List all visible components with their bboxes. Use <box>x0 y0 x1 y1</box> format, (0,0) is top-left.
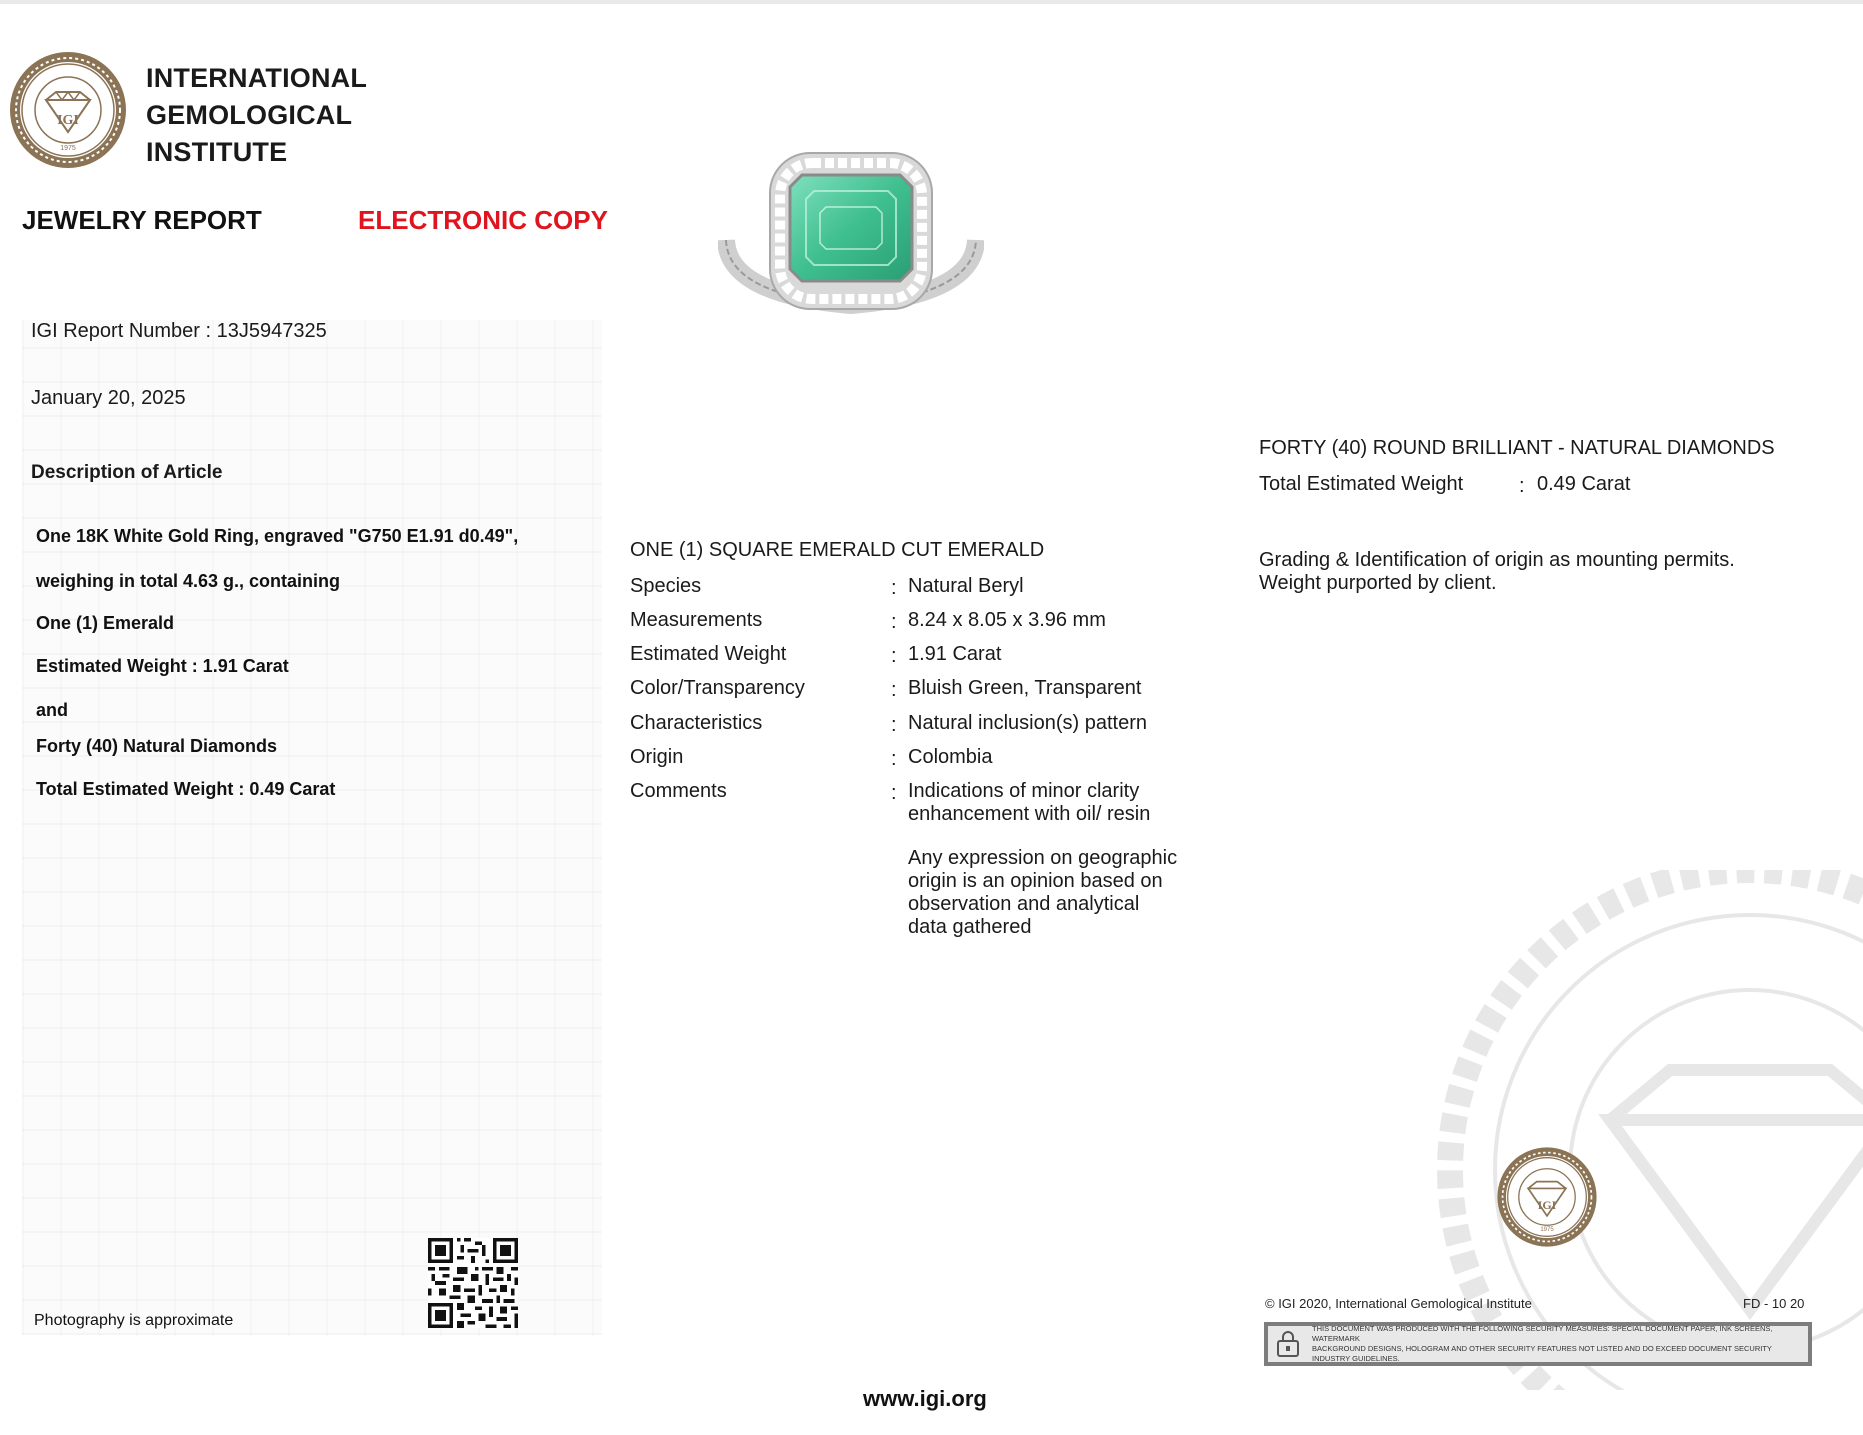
org-name <box>146 60 367 171</box>
description-line-6: Forty (40) Natural Diamonds <box>36 736 278 756</box>
emerald-row-value-characteristics: Natural inclusion(s) pattern <box>908 712 1147 734</box>
igi-seal-small <box>1494 1144 1600 1250</box>
form-code: FD - 10 20 <box>1743 1296 1805 1311</box>
emerald-row-colon: : <box>891 645 897 667</box>
lock-icon <box>1276 1330 1300 1358</box>
org-name-line-1: INTERNATIONAL <box>146 63 368 93</box>
diamonds-heading: FORTY (40) ROUND BRILLIANT - NATURAL DIAMONDS <box>1259 437 1775 459</box>
svg-text:IGI: IGI <box>1537 1197 1557 1212</box>
emerald-row-colon: : <box>891 782 897 804</box>
description-line-5: and <box>36 700 69 720</box>
emerald-row-value-origin: Colombia <box>908 746 993 768</box>
svg-text:1975: 1975 <box>60 145 76 152</box>
origin-note-line-4: data gathered <box>908 916 1032 938</box>
emerald-row-value-color: Bluish Green, Transparent <box>908 677 1142 699</box>
website-link[interactable]: www.igi.org <box>863 1386 987 1411</box>
origin-note <box>908 847 1177 939</box>
org-name-line-3: INSTITUTE <box>146 137 288 167</box>
security-notice-inner <box>1268 1326 1808 1362</box>
report-number: IGI Report Number : 13J5947325 <box>31 320 327 342</box>
emerald-row-colon: : <box>891 611 897 633</box>
comments-line-1: Indications of minor clarity <box>908 780 1140 802</box>
origin-note-line-2: origin is an opinion based on <box>908 870 1163 892</box>
diamonds-note-line-2: Weight purported by client. <box>1259 572 1497 594</box>
emerald-row-value-comments <box>908 780 1150 826</box>
emerald-row-label-species: Species <box>630 575 702 597</box>
diamonds-note-line-1: Grading & Identification of origin as mounting permits. <box>1259 549 1735 571</box>
diamonds-weight-label: Total Estimated Weight <box>1259 473 1464 495</box>
emerald-row-colon: : <box>891 714 897 736</box>
emerald-row-label-color: Color/Transparency <box>630 677 805 699</box>
origin-note-line-3: observation and analytical <box>908 893 1140 915</box>
security-notice-box <box>1264 1322 1812 1366</box>
emerald-row-value-species: Natural Beryl <box>908 575 1024 597</box>
description-line-7: Total Estimated Weight : 0.49 Carat <box>36 779 336 799</box>
emerald-heading: ONE (1) SQUARE EMERALD CUT EMERALD <box>630 539 1045 561</box>
security-line-1: THIS DOCUMENT WAS PRODUCED WITH THE FOLLOWING SECURITY MEASURES: SPECIAL DOCUMENT PAPER, INK SCREENS, WATERMARK <box>1312 1324 1773 1343</box>
description-line-1: One 18K White Gold Ring, engraved "G750 E1.91 d0.49", <box>36 526 519 546</box>
ring-photo <box>718 145 984 317</box>
emerald-row-label-comments: Comments <box>630 780 727 802</box>
svg-text:1975: 1975 <box>1540 1227 1554 1234</box>
emerald-row-label-characteristics: Characteristics <box>630 712 763 734</box>
report-title: JEWELRY REPORT <box>22 205 262 235</box>
security-line-2: BACKGROUND DESIGNS, HOLOGRAM AND OTHER SECURITY FEATURES NOT LISTED AND DO EXCEED DOCUMENT SECURITY INDUSTRY GUIDELINES. <box>1312 1344 1772 1363</box>
diamonds-weight-colon: : <box>1519 475 1525 497</box>
copyright: © IGI 2020, International Gemological Institute <box>1265 1296 1532 1311</box>
background-seal-watermark <box>1430 870 1863 1390</box>
emerald-row-colon: : <box>891 679 897 701</box>
emerald-row-label-origin: Origin <box>630 746 684 768</box>
emerald-row-label-weight: Estimated Weight <box>630 643 787 665</box>
qr-code[interactable] <box>428 1238 518 1328</box>
comments-line-2: enhancement with oil/ resin <box>908 803 1151 825</box>
description-heading: Description of Article <box>31 462 223 483</box>
org-name-line-2: GEMOLOGICAL <box>146 100 353 130</box>
emerald-row-colon: : <box>891 577 897 599</box>
emerald-row-value-measurements: 8.24 x 8.05 x 3.96 mm <box>908 609 1106 631</box>
report-date: January 20, 2025 <box>31 387 186 409</box>
description-line-3: One (1) Emerald <box>36 613 175 633</box>
security-notice-text <box>1312 1324 1792 1364</box>
svg-text:IGI: IGI <box>57 113 79 128</box>
emerald-row-label-measurements: Measurements <box>630 609 763 631</box>
emerald-row-value-weight: 1.91 Carat <box>908 643 1002 665</box>
igi-seal-logo <box>6 48 130 172</box>
origin-note-line-1: Any expression on geographic <box>908 847 1178 869</box>
electronic-copy-label: ELECTRONIC COPY <box>358 205 608 235</box>
description-line-2: weighing in total 4.63 g., containing <box>36 571 341 591</box>
emerald-row-colon: : <box>891 748 897 770</box>
diamonds-note <box>1259 549 1735 595</box>
photo-note: Photography is approximate <box>34 1312 234 1329</box>
diamonds-weight-value: 0.49 Carat <box>1537 473 1631 495</box>
description-line-4: Estimated Weight : 1.91 Carat <box>36 656 289 676</box>
top-border <box>0 0 1863 4</box>
